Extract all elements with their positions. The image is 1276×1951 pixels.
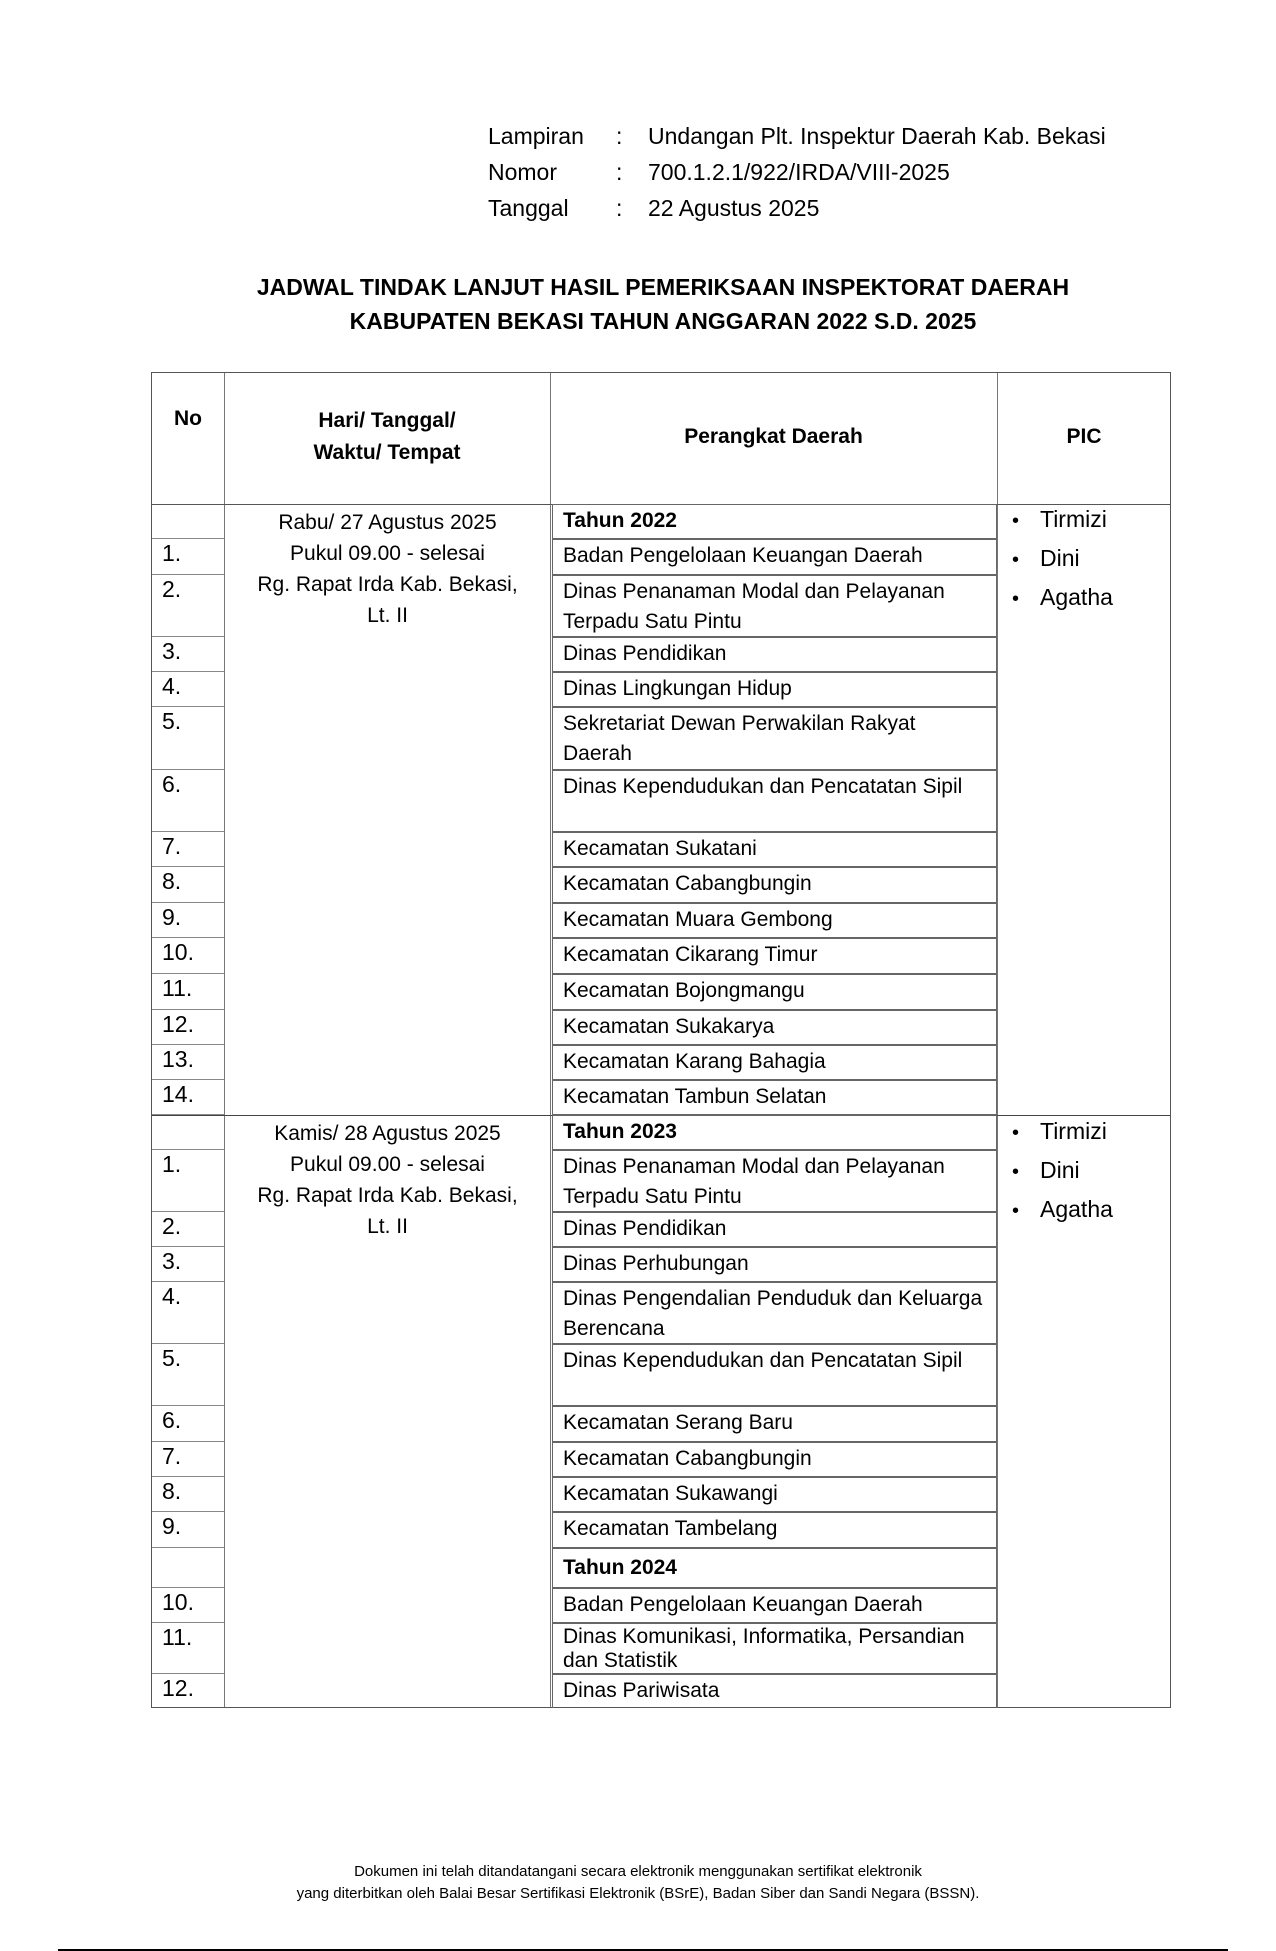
header-pic: PIC (1066, 425, 1102, 448)
year-heading: Tahun 2022 (552, 504, 997, 539)
table-row-no (152, 1115, 224, 1150)
table-row-no: 7. (152, 1442, 224, 1477)
table-row-unit: Badan Pengelolaan Keuangan Daerah (552, 539, 997, 575)
table-row-no: 12. (162, 1675, 194, 1701)
table-row-unit: Dinas Penanaman Modal dan Pelayanan Terpadu Satu Pintu (552, 575, 997, 637)
table-row-unit: Kecamatan Sukawangi (552, 1477, 997, 1512)
table-row-no: 6. (152, 770, 224, 832)
table-row-no: 8. (152, 867, 224, 903)
table-row-no: 9. (152, 1512, 224, 1548)
table-row-unit: Dinas Kependudukan dan Pencatatan Sipil (552, 1344, 997, 1406)
year-heading: Tahun 2023 (552, 1115, 997, 1150)
column-divider (997, 373, 998, 1707)
table-row-no: 6. (152, 1406, 224, 1442)
table-row-no: 1. (152, 539, 224, 575)
table-row-unit: Dinas Komunikasi, Informatika, Persandian dan Statistik (552, 1623, 997, 1674)
schedule-place: Rg. Rapat Irda Kab. Bekasi, (257, 573, 518, 596)
header-when-line-1: Hari/ Tanggal/ (318, 409, 456, 432)
header-when (224, 405, 550, 469)
schedule-time: Pukul 09.00 - selesai (290, 1153, 485, 1176)
table-header (152, 373, 1170, 505)
table-row-no: 11. (152, 1623, 224, 1674)
table-row-no: 2. (152, 1212, 224, 1247)
table-row-no: 8. (152, 1477, 224, 1512)
pic-list-group-2 (1012, 1113, 1113, 1230)
table-row-unit: Kecamatan Tambelang (552, 1512, 997, 1548)
table-row-unit: Kecamatan Sukakarya (552, 1010, 997, 1045)
meta-label: Nomor (488, 159, 558, 185)
table-row-unit: Kecamatan Tambun Selatan (552, 1080, 997, 1115)
table-row-unit: Dinas Lingkungan Hidup (552, 672, 997, 707)
meta-row-nomor (488, 154, 1106, 190)
header-when-line-2: Waktu/ Tempat (313, 441, 461, 464)
schedule-place: Rg. Rapat Irda Kab. Bekasi, (257, 1184, 518, 1207)
table-row-unit: Dinas Pariwisata (552, 1674, 997, 1708)
table-row-unit: Sekretariat Dewan Perwakilan Rakyat Daerah (552, 707, 997, 770)
meta-label: Tanggal (488, 195, 569, 221)
meta-colon: : (616, 159, 623, 185)
table-row-no: 5. (152, 707, 224, 770)
table-row-unit: Dinas Kependudukan dan Pencatatan Sipil (552, 770, 997, 832)
schedule-time: Pukul 09.00 - selesai (290, 542, 485, 565)
table-row-unit: Kecamatan Sukatani (552, 832, 997, 867)
pic-item: • Dini (1012, 540, 1113, 579)
meta-label: Lampiran (488, 123, 584, 149)
table-row-no: 10. (152, 938, 224, 974)
schedule-when-group-1 (224, 507, 551, 631)
table-row-unit: Kecamatan Cabangbungin (552, 867, 997, 903)
footer-line-2: yang diterbitkan oleh Balai Besar Sertifikasi Elektronik (BSrE), Badan Siber dan Sandi Negara (BSSN). (296, 1885, 980, 1902)
table-row-unit: Dinas Pengendalian Penduduk dan Keluarga Berencana (552, 1282, 997, 1344)
pic-item: • Agatha (1012, 1191, 1113, 1230)
table-row-no: 14. (152, 1080, 224, 1115)
table-row-unit: Dinas Penanaman Modal dan Pelayanan Terpadu Satu Pintu (552, 1150, 997, 1212)
table-row-no: 12. (152, 1010, 224, 1045)
table-row-no (152, 1548, 224, 1588)
table-row-unit: Badan Pengelolaan Keuangan Daerah (552, 1588, 997, 1623)
title-line-2: KABUPATEN BEKASI TAHUN ANGGARAN 2022 S.D. 2025 (349, 308, 977, 334)
pic-list-group-1 (1012, 501, 1113, 618)
schedule-table (151, 372, 1171, 1708)
schedule-when-group-2 (224, 1118, 551, 1242)
footer-line-1: Dokumen ini telah ditandatangani secara elektronik menggunakan sertifikat elektronik (354, 1863, 922, 1880)
table-row-no: 2. (152, 575, 224, 637)
pic-item: • Tirmizi (1012, 501, 1113, 540)
table-row-no: 7. (152, 832, 224, 867)
table-row-unit: Kecamatan Bojongmangu (552, 974, 997, 1010)
table-row-unit: Dinas Perhubungan (552, 1247, 997, 1282)
table-row-no: 1. (152, 1150, 224, 1212)
schedule-floor: Lt. II (367, 1215, 408, 1238)
table-row-unit: Kecamatan Cikarang Timur (552, 938, 997, 974)
meta-row-lampiran (488, 118, 1106, 154)
table-row-no (152, 504, 224, 539)
e-signature-notice (0, 1861, 1276, 1905)
table-row-no: 3. (152, 637, 224, 672)
document-title (0, 270, 1276, 338)
table-row-no: 11. (152, 974, 224, 1010)
schedule-day: Kamis/ 28 Agustus 2025 (274, 1122, 501, 1145)
table-row-no: 10. (152, 1588, 224, 1623)
table-row-unit: Kecamatan Karang Bahagia (552, 1045, 997, 1080)
table-row-no: 13. (152, 1045, 224, 1080)
table-row-unit: Kecamatan Muara Gembong (552, 903, 997, 938)
table-row-no: 5. (152, 1344, 224, 1406)
pic-item: • Agatha (1012, 579, 1113, 618)
letter-metadata (488, 118, 1106, 226)
meta-value: 700.1.2.1/922/IRDA/VIII-2025 (648, 159, 950, 185)
header-unit: Perangkat Daerah (684, 425, 863, 448)
table-row-no: 9. (152, 903, 224, 938)
table-row-unit: Kecamatan Cabangbungin (552, 1442, 997, 1477)
meta-value: Undangan Plt. Inspektur Daerah Kab. Bekasi (648, 123, 1106, 149)
pic-item: • Dini (1012, 1152, 1113, 1191)
header-no: No (174, 407, 202, 430)
meta-row-tanggal (488, 190, 1106, 226)
table-row-no: 4. (152, 672, 224, 707)
table-row-unit: Dinas Pendidikan (552, 637, 997, 672)
pic-item: • Tirmizi (1012, 1113, 1113, 1152)
schedule-day: Rabu/ 27 Agustus 2025 (278, 511, 497, 534)
meta-value: 22 Agustus 2025 (648, 195, 820, 221)
table-row-unit: Dinas Pendidikan (552, 1212, 997, 1247)
meta-colon: : (616, 195, 623, 221)
table-row-no: 3. (152, 1247, 224, 1282)
table-row-no: 4. (152, 1282, 224, 1344)
meta-colon: : (616, 123, 623, 149)
year-heading: Tahun 2024 (552, 1548, 997, 1588)
title-line-1: JADWAL TINDAK LANJUT HASIL PEMERIKSAAN INSPEKTORAT DAERAH (256, 274, 1070, 300)
table-row-unit: Kecamatan Serang Baru (552, 1406, 997, 1442)
schedule-floor: Lt. II (367, 604, 408, 627)
